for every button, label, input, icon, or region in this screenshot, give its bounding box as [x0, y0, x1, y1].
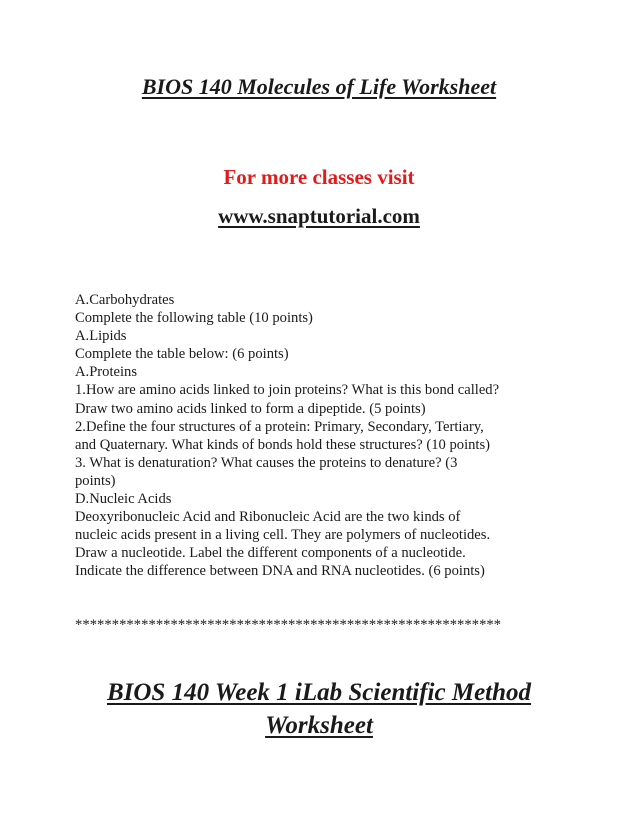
body-line: 3. What is denaturation? What causes the proteins to denature? (3: [75, 454, 458, 471]
promo-text: For more classes visit: [223, 165, 415, 189]
section-heading-nucleic-acids: D.Nucleic Acids: [75, 491, 172, 508]
section-heading-carbohydrates: A.Carbohydrates: [75, 292, 175, 308]
body-line: Complete the table below: (6 points): [75, 346, 289, 363]
worksheet-body: [75, 291, 595, 581]
document-title: BIOS 140 Molecules of Life Worksheet: [141, 74, 497, 99]
body-line: Deoxyribonucleic Acid and Ribonucleic Acid are the two kinds of: [75, 509, 461, 526]
body-line: and Quaternary. What kinds of bonds hold these structures? (10 points): [75, 436, 491, 453]
separator-line: **********************************************************: [75, 617, 502, 633]
next-title-line-2: Worksheet: [265, 712, 373, 739]
next-title-line-1: BIOS 140 Week 1 iLab Scientific Method: [106, 679, 532, 706]
promo-link[interactable]: www.snaptutorial.com: [218, 204, 420, 228]
body-line: Draw a nucleotide. Label the different components of a nucleotide.: [75, 545, 466, 562]
body-line: 1.How are amino acids linked to join proteins? What is this bond called?: [75, 382, 500, 399]
body-line: Complete the following table (10 points): [75, 310, 313, 327]
section-heading-proteins: A.Proteins: [75, 364, 138, 381]
body-line: Indicate the difference between DNA and RNA nucleotides. (6 points): [75, 563, 485, 580]
next-document-title: [0, 676, 638, 742]
body-line: points): [75, 472, 116, 489]
body-line: 2.Define the four structures of a protein: Primary, Secondary, Tertiary,: [75, 418, 484, 435]
body-line: nucleic acids present in a living cell. They are polymers of nucleotides.: [75, 527, 491, 544]
body-line: Draw two amino acids linked to form a dipeptide. (5 points): [75, 400, 426, 417]
section-heading-lipids: A.Lipids: [75, 328, 127, 345]
